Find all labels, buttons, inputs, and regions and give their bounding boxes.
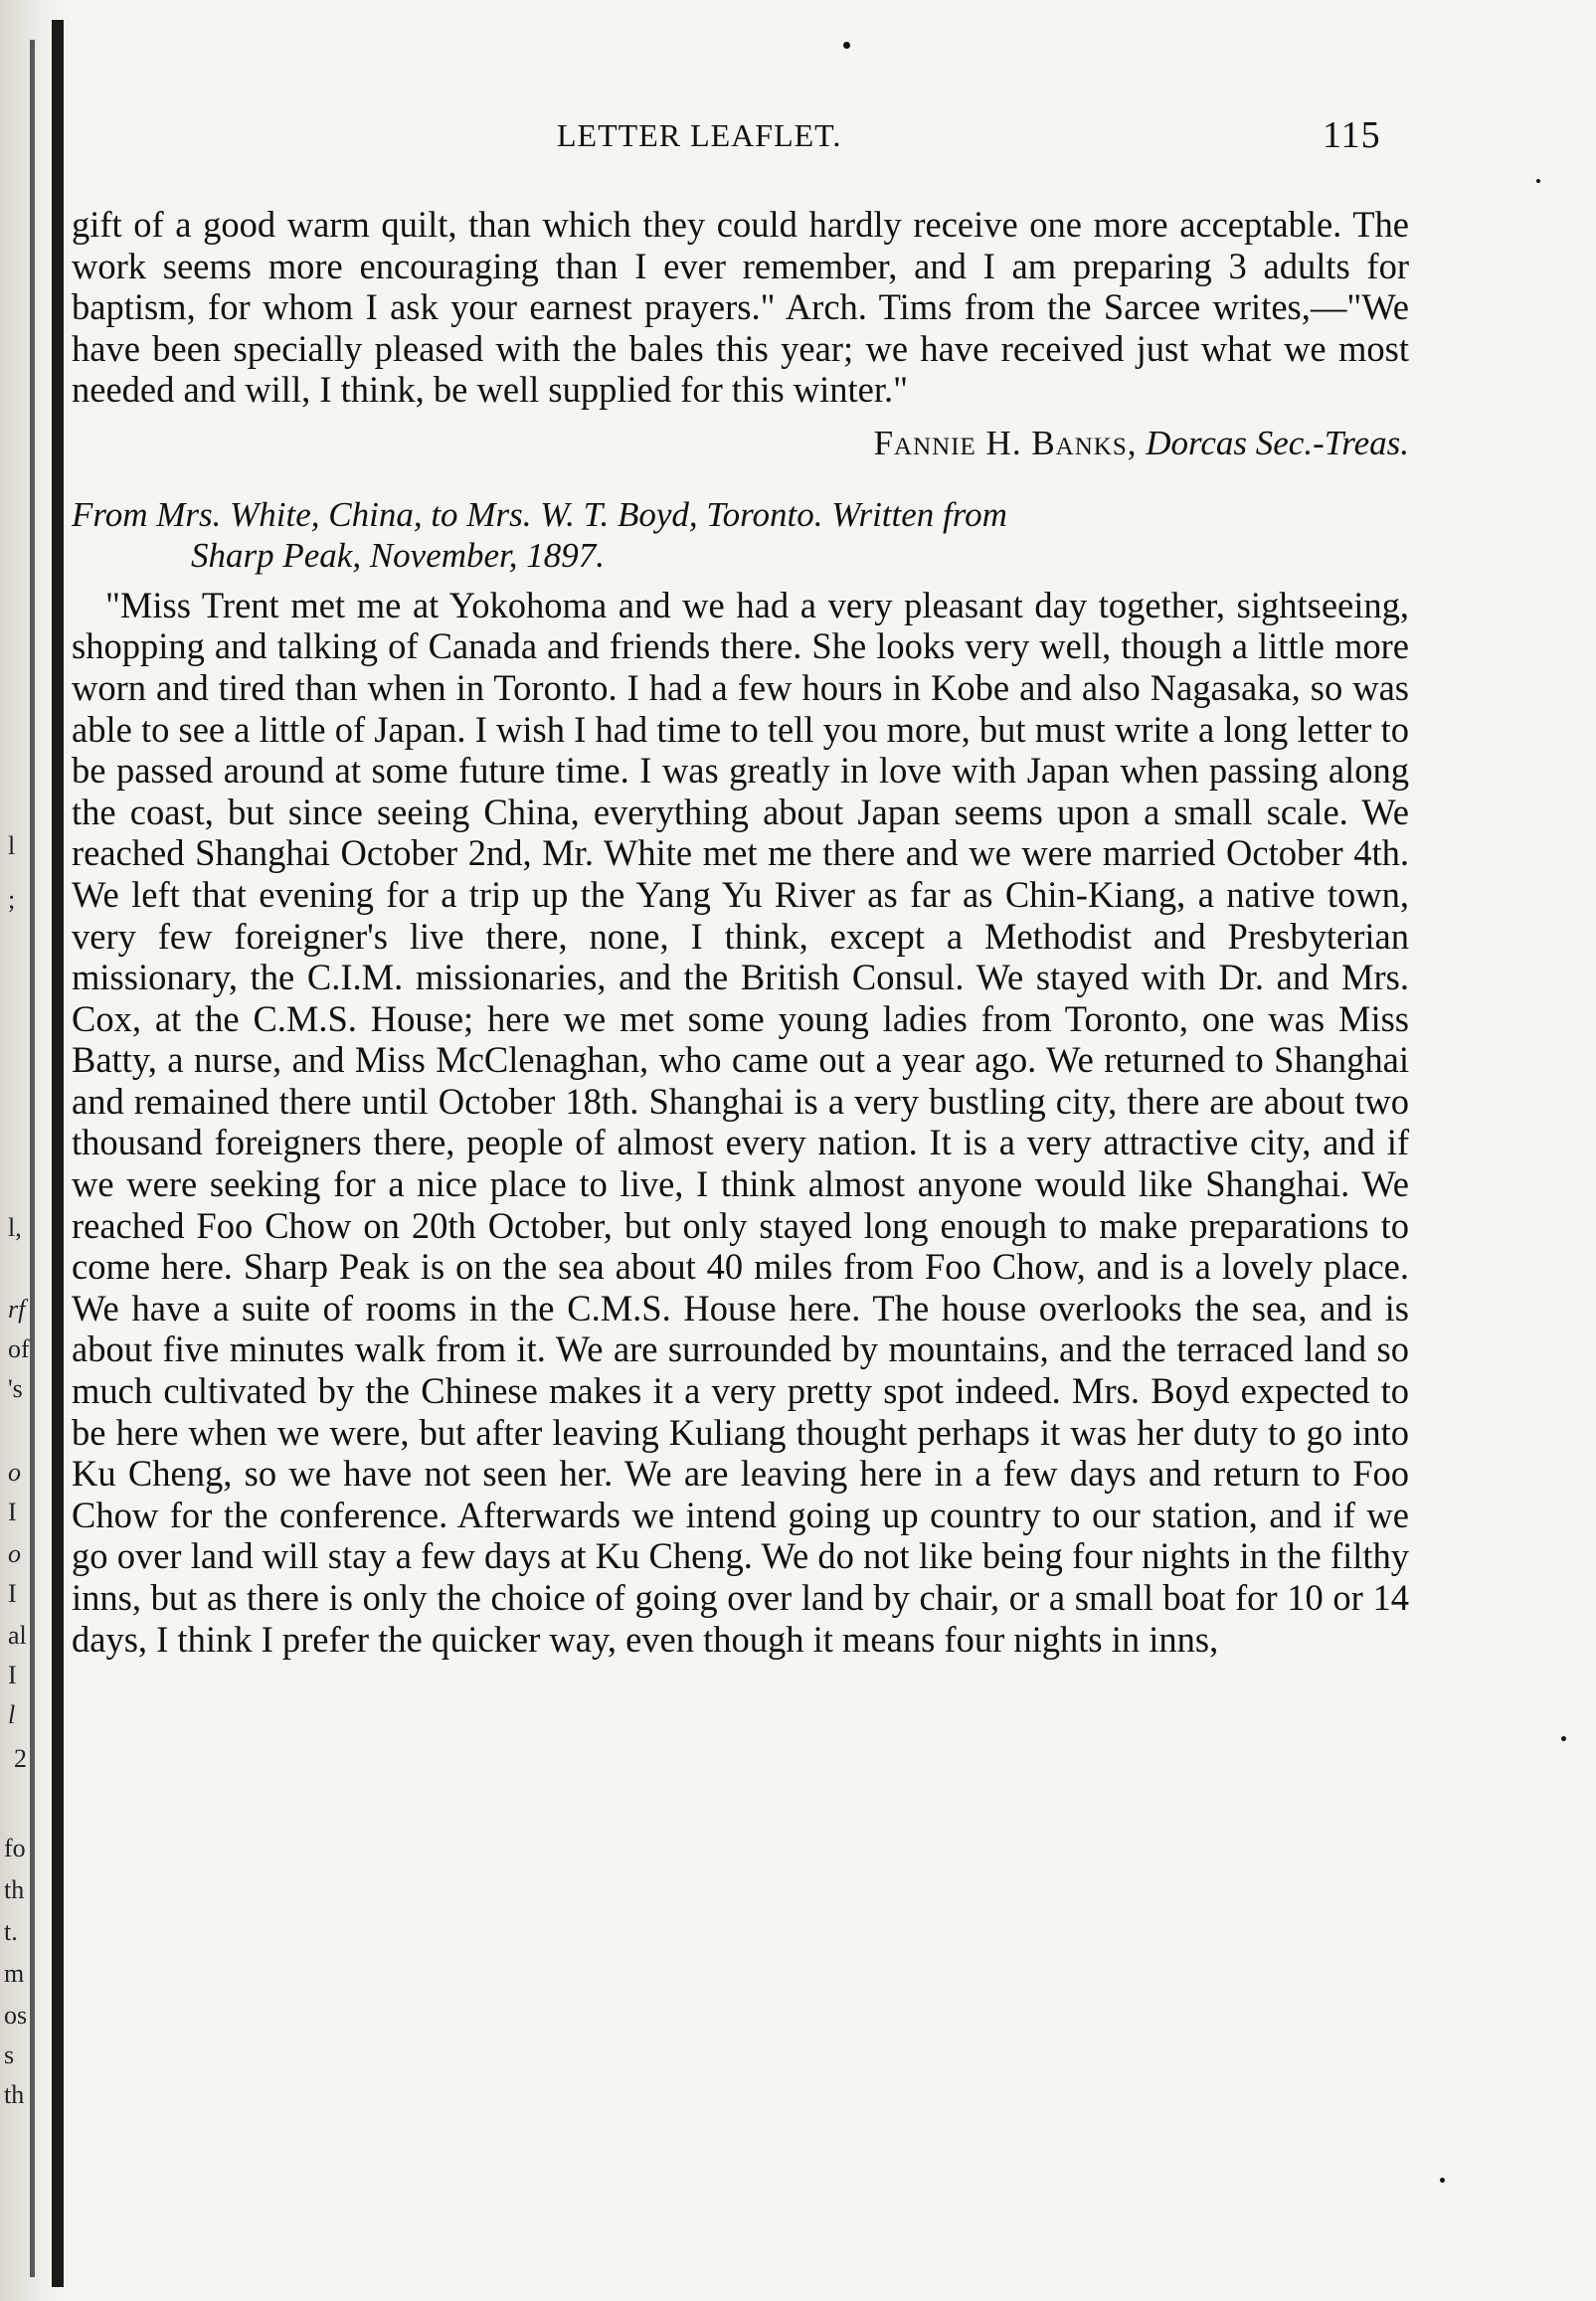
margin-fragment: 2 — [14, 1744, 27, 1773]
running-title: LETTER LEAFLET. — [557, 117, 842, 153]
margin-fragment: 's — [8, 1374, 23, 1403]
margin-fragment: o — [8, 1539, 21, 1568]
margin-fragment: t. — [4, 1917, 18, 1946]
speck — [1536, 179, 1540, 183]
margin-fragment: l — [8, 831, 16, 860]
opening-paragraph: gift of a good warm quilt, than which they could hardly receive one more acceptable. The work seems more encouraging than I ever remember, and I am preparing 3 adults for baptism, for whom I ask your earnest prayers." Arch. Tims from the Sarcee writes,—"We have been specially pleased with the bales this year; we have received just what we most needed and will, I think, be well supplied for this winter." — [72, 204, 1409, 411]
page-number: 115 — [1323, 114, 1381, 156]
margin-fragment: l, — [8, 1213, 22, 1242]
margin-fragment: m — [4, 1959, 25, 1988]
binding-edge — [52, 20, 64, 2287]
margin-fragment: o — [8, 1458, 21, 1487]
letter-heading-line1: From Mrs. White, China, to Mrs. W. T. Boyd, Toronto. Written from — [72, 494, 1007, 534]
letter-body: "Miss Trent met me at Yokohoma and we had a very pleasant day together, sightseeing, shopping and talking of Canada and friends there. She looks very well, though a little more worn and tired than when in Toronto. I had a few hours in Kobe and also Nagasaka, so was able to see a little of Japan. I wish I had time to tell you more, but must write a long letter to be passed around at some future time. I was greatly in love with Japan when passing along the coast, but since seeing China, everything about Japan seems upon a small scale. We reached Shanghai October 2nd, Mr. White met me there and we were married October 4th. We left that evening for a trip up the Yang Yu River as far as Chin-Kiang, a native town, very few foreigner's live there, none, I think, except a Methodist and Presbyterian missionary, the C.I.M. missionaries, and the British Consul. We stayed with Dr. and Mrs. Cox, at the C.M.S. House; here we met some young ladies from Toronto, one was Miss Batty, a nurse, and Miss McClenaghan, who came out a year ago. We returned to Shanghai and remained there until October 18th. Shanghai is a very bustling city, there are about two thousand foreigners there, people of almost every nation. It is a very attractive city, and if we were seeking for a nice place to live, I think almost anyone would like Shanghai. We reached Foo Chow on 20th October, but only stayed long enough to make preparations to come here. Sharp Peak is on the sea about 40 miles from Foo Chow, and is a lovely place. We have a suite of rooms in the C.M.S. House here. The house overlooks the sea, and is about five minutes walk from it. We are surrounded by mountains, and the terraced land so much cultivated by the Chinese makes it a very pretty spot indeed. Mrs. Boyd expected to be here when we were, but after leaving Kuliang thought perhaps it was her duty to go into Ku Cheng, so we have not seen her. We are leaving here in a few days and return to Foo Chow for the conference. Afterwards we intend going up country to our station, and if we go over land will stay a few days at Ku Cheng. We do not like being four nights in the filthy inns, but as there is only the choice of going over land by chair, or a small boat for 10 or 14 days, I think I prefer the quicker way, even though it means four nights in inns, — [72, 584, 1409, 1660]
signature — [72, 423, 1409, 464]
page-body — [72, 204, 1409, 1660]
margin-fragment: s — [4, 2040, 15, 2069]
margin-fragment: th — [4, 1875, 25, 1904]
margin-fragment: I — [8, 1579, 17, 1608]
margin-fragment: os — [4, 2001, 28, 2030]
margin-fragment: l — [8, 1700, 16, 1729]
speck — [1440, 2178, 1445, 2183]
letter-heading — [72, 494, 1409, 577]
signature-name: Fannie H. Banks, — [873, 423, 1138, 462]
margin-fragment: fo — [4, 1834, 26, 1862]
speck — [1561, 1736, 1566, 1741]
speck — [843, 42, 850, 49]
margin-fragment: rf — [8, 1295, 26, 1324]
margin-fragment: I — [8, 1661, 17, 1689]
binding-edge-inner — [30, 40, 35, 2277]
letter-heading-line2: Sharp Peak, November, 1897. — [191, 536, 606, 576]
margin-fragment: th — [4, 2080, 25, 2109]
margin-fragment: al — [8, 1621, 27, 1650]
signature-role: Dorcas Sec.-Treas. — [1146, 423, 1409, 462]
margin-fragment: ; — [8, 885, 16, 914]
margin-fragment: I — [8, 1498, 17, 1526]
margin-fragment: of — [8, 1334, 30, 1363]
